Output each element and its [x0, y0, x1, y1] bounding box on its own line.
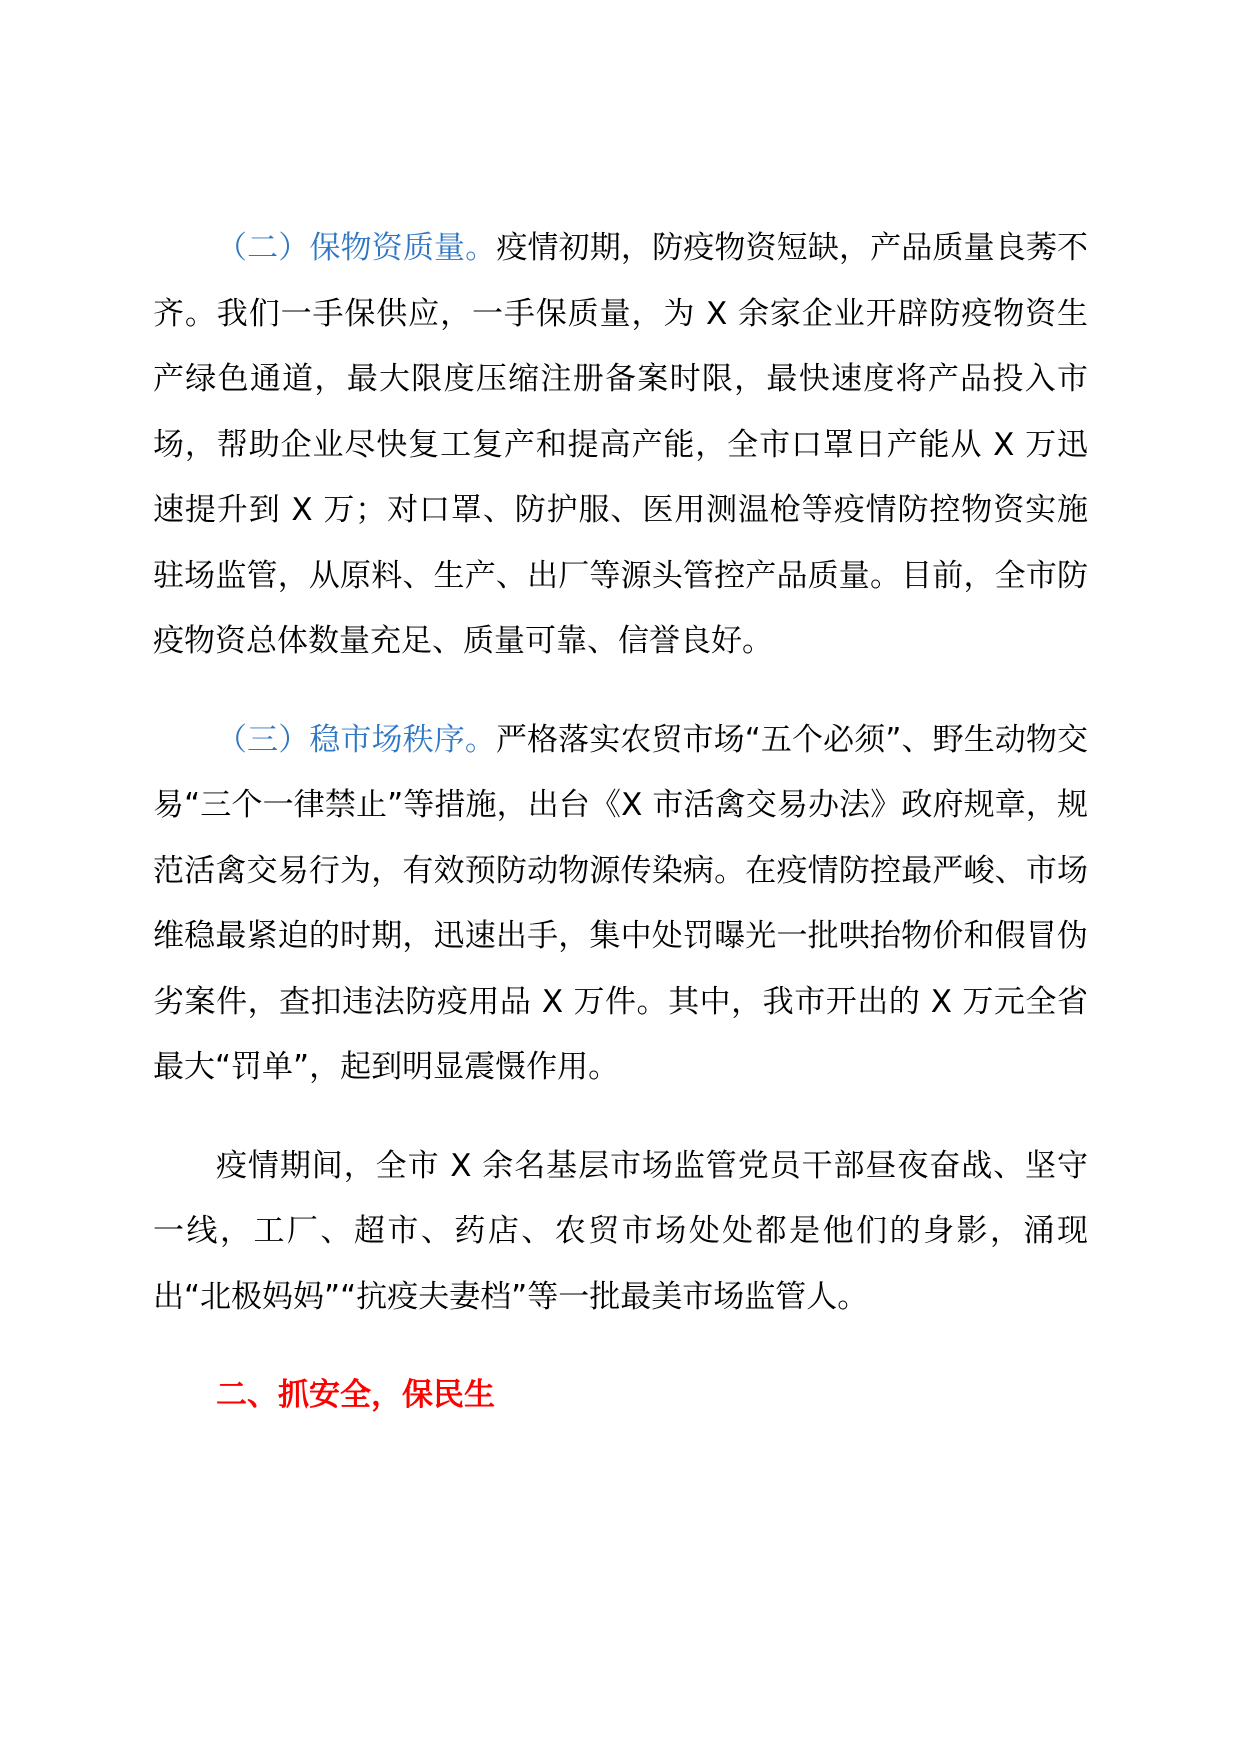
paragraph-text: 疫情初期，防疫物资短缺，产品质量良莠不齐。我们一手保供应，一手保质量，为 X 余家企业开辟防疫物资生产绿色通道，最大限度压缩注册备案时限，最快速度将产品投入市场，帮助企业尽快复工复产和提高产能，全市口罩日产能从 X 万迅速提升到 X 万；对口罩、防护服、医用测温枪等疫情防控物资实施驻场监管，从原料、生产、出厂等源头管控产品质量。目前，全市防疫物资总体数量充足、质量可靠、信誉良好。 — [153, 230, 1089, 659]
paragraph-text: 严格落实农贸市场“五个必须”、野生动物交易“三个一律禁止”等措施，出台《X 市活禽交易办法》政府规章，规范活禽交易行为，有效预防动物源传染病。在疫情防控最严峻、市场维稳最紧迫的时期，迅速出手，集中处罚曝光一批哄抬物价和假冒伪劣案件，查扣违法防疫用品 X 万件。其中，我市开出的 X 万元全省最大“罚单”，起到明显震慑作用。 — [153, 721, 1089, 1085]
paragraph-market-order — [153, 708, 1088, 1101]
paragraph-epidemic-staff — [153, 1134, 1088, 1331]
document-body — [153, 216, 1088, 1429]
section-heading: 二、抓安全，保民生 — [216, 1377, 495, 1413]
paragraph-materials-quality — [153, 216, 1088, 675]
paragraph-text: 疫情期间，全市 X 余名基层市场监管党员干部昼夜奋战、坚守一线，工厂、超市、药店、农贸市场处处都是他们的身影，涌现出“北极妈妈”“抗疫夫妻档”等一批最美市场监管人。 — [153, 1147, 1088, 1315]
paragraph-lead-heading: （二）保物资质量。 — [216, 230, 497, 266]
paragraph-lead-heading: （三）稳市场秩序。 — [216, 721, 496, 758]
